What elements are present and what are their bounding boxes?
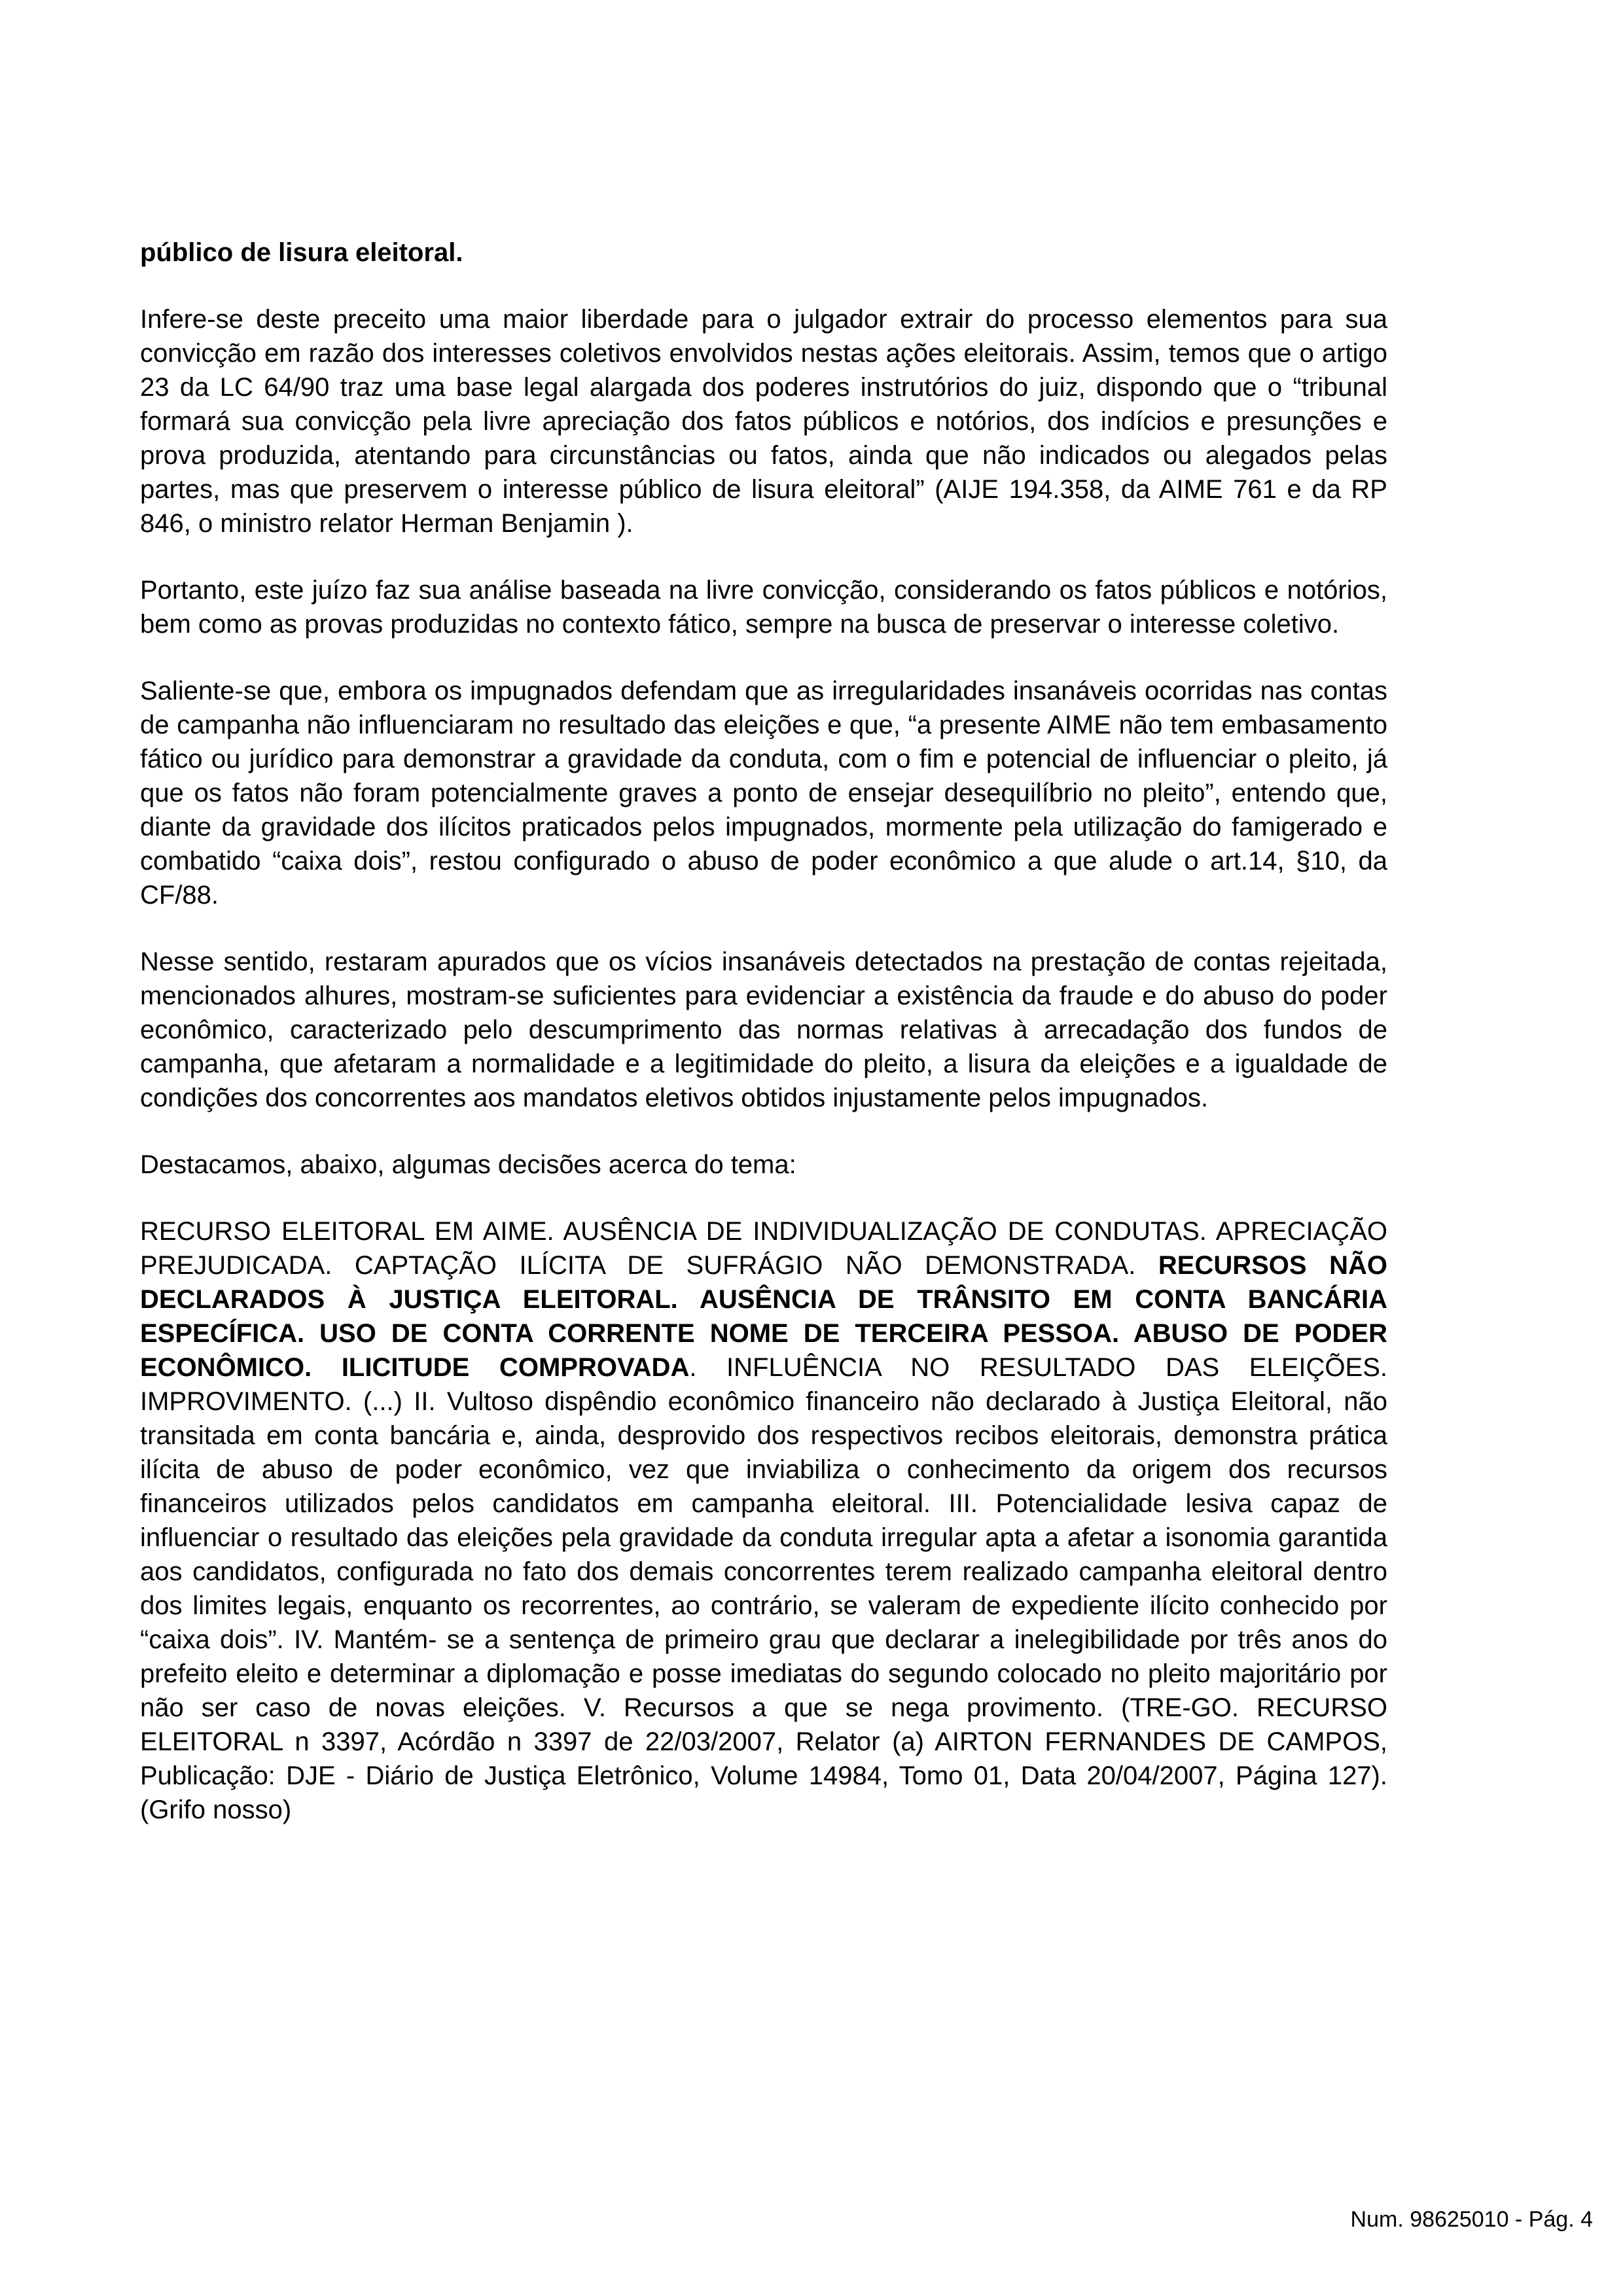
paragraph-nesse-sentido: Nesse sentido, restaram apurados que os vícios insanáveis detectados na prestação de contas rejeitada, mencionados alhures, mostram-se suficientes para evidenciar a existência da fraude e do abuso do poder econômico, caracterizado pelo descumprimento das normas relativas à arrecadação dos fundos de campanha, que afetaram a normalidade e a legitimidade do pleito, a lisura da eleições e a igualdade de condições dos concorrentes aos mandatos eletivos obtidos injustamente pelos impugnados. [140, 947, 1387, 1112]
jurisprudence-citation [140, 1214, 1387, 1827]
citation-text-start: RECURSO ELEITORAL EM AIME. AUSÊNCIA DE INDIVIDUALIZAÇÃO DE CONDUTAS. APRECIAÇÃO PREJUDICADA. CAPTAÇÃO ILÍCITA DE SUFRÁGIO NÃO DEMONSTRADA. [140, 1217, 1387, 1280]
paragraph-portanto: Portanto, este juízo faz sua análise baseada na livre convicção, considerando os fatos públicos e notórios, bem como as provas produzidas no contexto fático, sempre na busca de preservar o interesse coletivo. [140, 576, 1387, 639]
citation-text-rest: . INFLUÊNCIA NO RESULTADO DAS ELEIÇÕES. IMPROVIMENTO. (...) II. Vultoso dispêndio econômico financeiro não declarado à Justiça Eleitoral, não transitada em conta bancária e, ainda, desprovido dos respectivos recibos eleitorais, demonstra prática ilícita de abuso de poder econômico, vez que inviabiliza o conhecimento da origem dos recursos financeiros utilizados pelos candidatos em campanha eleitoral. III. Potencialidade lesiva capaz de influenciar o resultado das eleições pela gravidade da conduta irregular apta a afetar a isonomia garantida aos candidatos, configurada no fato dos demais concorrentes terem realizado campanha eleitoral dentro dos limites legais, enquanto os recorrentes, ao contrário, se valeram de expediente ilícito conhecido por “caixa dois”. IV. Mantém- se a sentença de primeiro grau que declarar a inelegibilidade por três anos do prefeito eleito e determinar a diplomação e posse imediatas do segundo colocado no pleito majoritário por não ser caso de novas eleições. V. Recursos a que se nega provimento. (TRE-GO. RECURSO ELEITORAL n 3397, Acórdão n 3397 de 22/03/2007, Relator (a) AIRTON FERNANDES DE CAMPOS, Publicação: DJE - Diário de Justiça Eletrônico, Volume 14984, Tomo 01, Data 20/04/2007, Página 127). (Grifo nosso) [140, 1353, 1387, 1824]
document-body [140, 236, 1387, 1860]
citation-emphasis: RECURSOS NÃO DECLARADOS À JUSTIÇA ELEITORAL. AUSÊNCIA DE TRÂNSITO EM CONTA BANCÁRIA ESPECÍFICA. USO DE CONTA CORRENTE NOME DE TERCEIRA PESSOA. ABUSO DE PODER ECONÔMICO. ILICITUDE COMPROVADA [140, 1251, 1387, 1382]
paragraph-continuation: público de lisura eleitoral. [140, 238, 463, 267]
paragraph-saliente: Saliente-se que, embora os impugnados defendam que as irregularidades insanáveis ocorridas nas contas de campanha não influenciaram no resultado das eleições e que, “a presente AIME não tem embasamento fático ou jurídico para demonstrar a gravidade da conduta, com o fim e potencial de influenciar o pleito, já que os fatos não foram potencialmente graves a ponto de ensejar desequilíbrio no pleito”, entendo que, diante da gravidade dos ilícitos praticados pelos impugnados, mormente pela utilização do famigerado e combatido “caixa dois”, restou configurado o abuso de poder econômico a que alude o art.14, §10, da CF/88. [140, 677, 1387, 910]
paragraph-infere: Infere-se deste preceito uma maior liberdade para o julgador extrair do processo elementos para sua convicção em razão dos interesses coletivos envolvidos nestas ações eleitorais. Assim, temos que o artigo 23 da LC 64/90 traz uma base legal alargada dos poderes instrutórios do juiz, dispondo que o “tribunal formará sua convicção pela livre apreciação dos fatos públicos e notórios, dos indícios e presunções e prova produzida, atentando para circunstâncias ou fatos, ainda que não indicados ou alegados pelas partes, mas que preservem o interesse público de lisura eleitoral” (AIJE 194.358, da AIME 761 e da RP 846, o ministro relator Herman Benjamin ). [140, 305, 1387, 538]
paragraph-destacamos: Destacamos, abaixo, algumas decisões acerca do tema: [140, 1150, 796, 1179]
page-number-footer: Num. 98625010 - Pág. 4 [1350, 2207, 1593, 2232]
